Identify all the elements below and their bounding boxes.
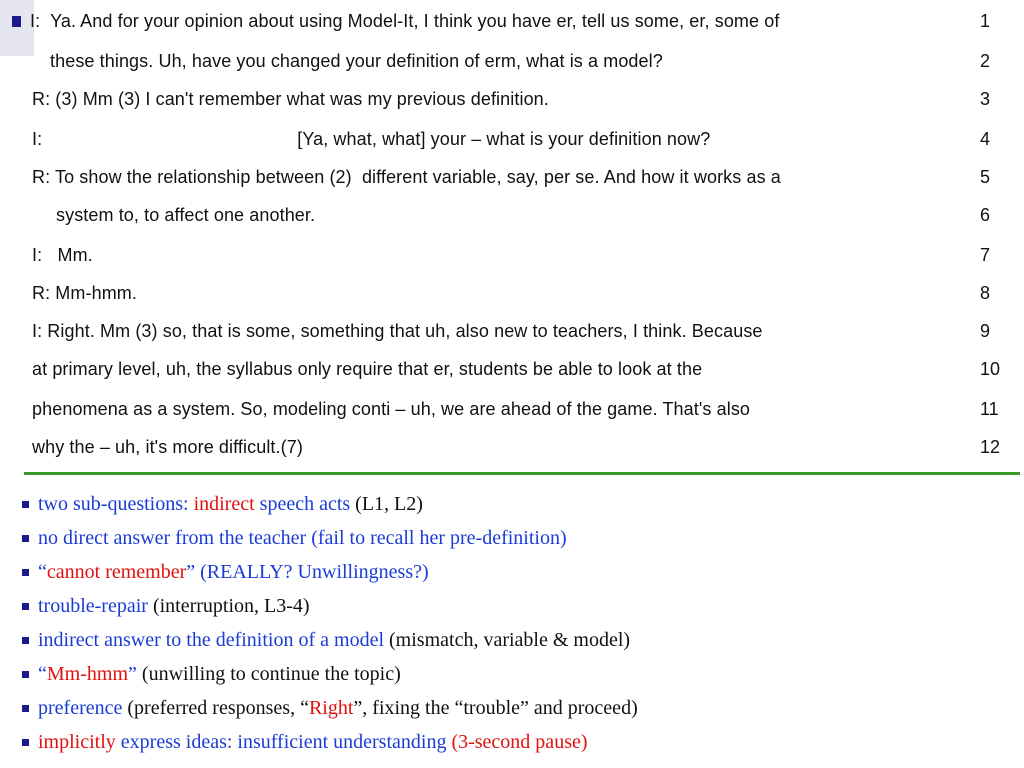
transcript-excerpt	[24, 0, 1020, 472]
line-number: 1	[980, 11, 991, 31]
note-item	[22, 558, 1012, 592]
note-part: (3-second pause)	[446, 731, 588, 753]
note-part: “	[38, 561, 47, 583]
transcript-line	[24, 10, 1020, 46]
line-number: 6	[980, 205, 991, 225]
note-item	[22, 694, 1012, 728]
transcript-line-text: I: Ya. And for your opinion about using Model-It, I think you have er, tell us some, er, some of	[30, 11, 780, 31]
line-number: 8	[980, 283, 991, 303]
note-item	[22, 728, 1012, 762]
note-part: ”, fixing the “trouble” and proceed)	[353, 697, 638, 719]
line-number: 4	[980, 129, 991, 149]
note-part: (interruption, L3-4)	[147, 595, 310, 617]
note-part: ” (REALLY? Unwillingness?)	[186, 561, 429, 583]
note-part: ”	[128, 663, 137, 685]
transcript-line	[24, 166, 1020, 202]
bullet-square-icon	[22, 535, 29, 542]
bullet-square-icon	[22, 739, 29, 746]
note-part: speech acts	[254, 493, 351, 515]
transcript-line	[24, 398, 1020, 434]
note-item	[22, 490, 1012, 524]
transcript-line	[24, 244, 1020, 280]
note-item	[22, 660, 1012, 694]
analysis-notes-list	[22, 490, 1012, 762]
line-number: 3	[980, 89, 991, 109]
note-part: two sub-questions:	[38, 493, 194, 515]
note-item	[22, 524, 1012, 558]
note-item	[22, 626, 1012, 660]
line-number: 11	[980, 399, 999, 419]
transcript-line-text: I: Mm.	[32, 245, 93, 265]
bullet-square-icon	[22, 637, 29, 644]
transcript-line	[24, 320, 1020, 356]
transcript-line-text: phenomena as a system. So, modeling conti – uh, we are ahead of the game. That's also	[32, 399, 751, 419]
transcript-line-text: why the – uh, it's more difficult.(7)	[32, 437, 303, 457]
note-part: implicitly	[38, 731, 116, 753]
transcript-line	[24, 204, 1020, 240]
note-part: no direct answer from the teacher (fail to recall her pre-definition)	[38, 527, 567, 549]
transcript-line	[24, 282, 1020, 318]
transcript-line	[24, 358, 1020, 394]
transcript-line-text: R: Mm-hmm.	[32, 283, 137, 303]
note-part: (mismatch, variable & model)	[384, 629, 631, 651]
line-number: 9	[980, 321, 991, 341]
line-number: 5	[980, 167, 991, 187]
transcript-line-text: these things. Uh, have you changed your definition of erm, what is a model?	[50, 51, 663, 71]
line-number: 10	[980, 359, 1001, 379]
note-part: Mm-hmm	[46, 663, 129, 685]
bullet-square-icon	[22, 705, 29, 712]
bullet-square-icon	[22, 569, 29, 576]
bullet-square-icon	[22, 501, 29, 508]
transcript-line-text: at primary level, uh, the syllabus only require that er, students be able to look at the	[32, 359, 703, 379]
note-part: indirect answer to the definition of a model	[38, 629, 385, 651]
transcript-line-text: I: Right. Mm (3) so, that is some, something that uh, also new to teachers, I think. Because	[32, 321, 763, 341]
corner-bullet-icon	[12, 16, 21, 27]
line-number: 7	[980, 245, 991, 265]
transcript-line-text: system to, to affect one another.	[56, 205, 316, 225]
bullet-square-icon	[22, 603, 29, 610]
note-part: (preferred responses, “	[122, 697, 309, 719]
note-part: cannot remember	[46, 561, 187, 583]
line-number: 12	[980, 437, 1001, 457]
note-part: (L1, L2)	[350, 493, 423, 515]
note-part: express ideas: insufficient understanding	[115, 731, 447, 753]
transcript-line-text: R: To show the relationship between (2) different variable, say, per se. And how it works as a	[32, 167, 781, 187]
note-part: “	[38, 663, 47, 685]
note-part: (unwilling to continue the topic)	[136, 663, 401, 685]
note-part: Right	[308, 697, 354, 719]
line-number: 2	[980, 51, 991, 71]
transcript-line	[24, 128, 1020, 164]
note-part: indirect	[193, 493, 255, 515]
divider-rule	[24, 472, 1020, 475]
note-item	[22, 592, 1012, 626]
transcript-line	[24, 88, 1020, 124]
note-part: trouble-repair	[38, 595, 148, 617]
note-part: preference	[38, 697, 123, 719]
transcript-line-text: R: (3) Mm (3) I can't remember what was my previous definition.	[32, 89, 549, 109]
transcript-line-text: I: [Ya, what, what] your – what is your definition now?	[32, 129, 711, 149]
transcript-line	[24, 50, 1020, 86]
transcript-line	[24, 436, 1020, 472]
bullet-square-icon	[22, 671, 29, 678]
